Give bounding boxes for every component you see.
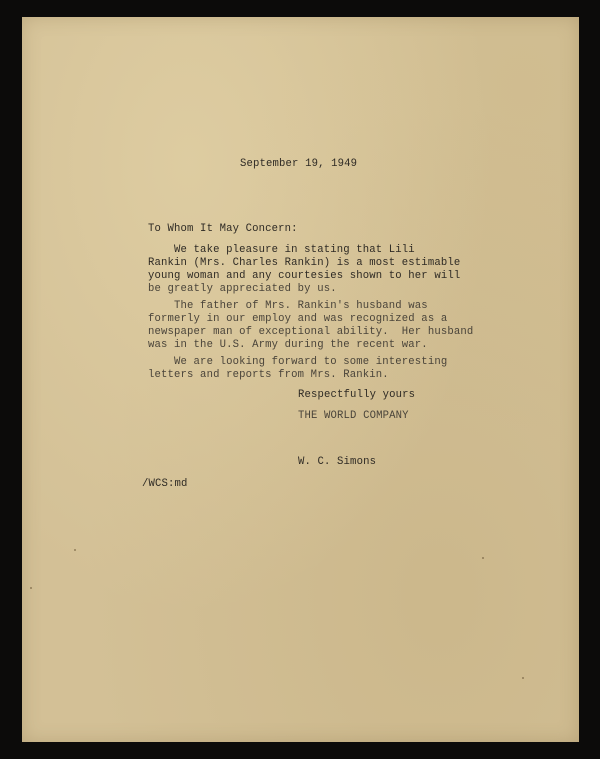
reference-initials: /WCS:md — [142, 478, 188, 490]
paragraph-line: We are looking forward to some interesting — [148, 356, 448, 368]
letter-closing: Respectfully yours — [298, 389, 416, 401]
letter-salutation: To Whom It May Concern: — [148, 223, 298, 235]
paragraph-line: be greatly appreciated by us. — [148, 283, 337, 295]
company-name: THE WORLD COMPANY — [298, 410, 409, 422]
paragraph-line: was in the U.S. Army during the recent war. — [148, 339, 428, 351]
paragraph-line: The father of Mrs. Rankin's husband was — [148, 300, 428, 312]
paragraph-line: letters and reports from Mrs. Rankin. — [148, 369, 389, 381]
letter-date: September 19, 1949 — [240, 158, 358, 170]
paragraph-line: Rankin (Mrs. Charles Rankin) is a most estimable — [148, 257, 461, 269]
signer-name: W. C. Simons — [298, 456, 377, 468]
paragraph-line: young woman and any courtesies shown to her will — [148, 270, 461, 282]
paragraph-line: We take pleasure in stating that Lili — [148, 244, 415, 256]
paragraph-line: formerly in our employ and was recognized as a — [148, 313, 448, 325]
paragraph-line: newspaper man of exceptional ability. Her husband — [148, 326, 474, 338]
